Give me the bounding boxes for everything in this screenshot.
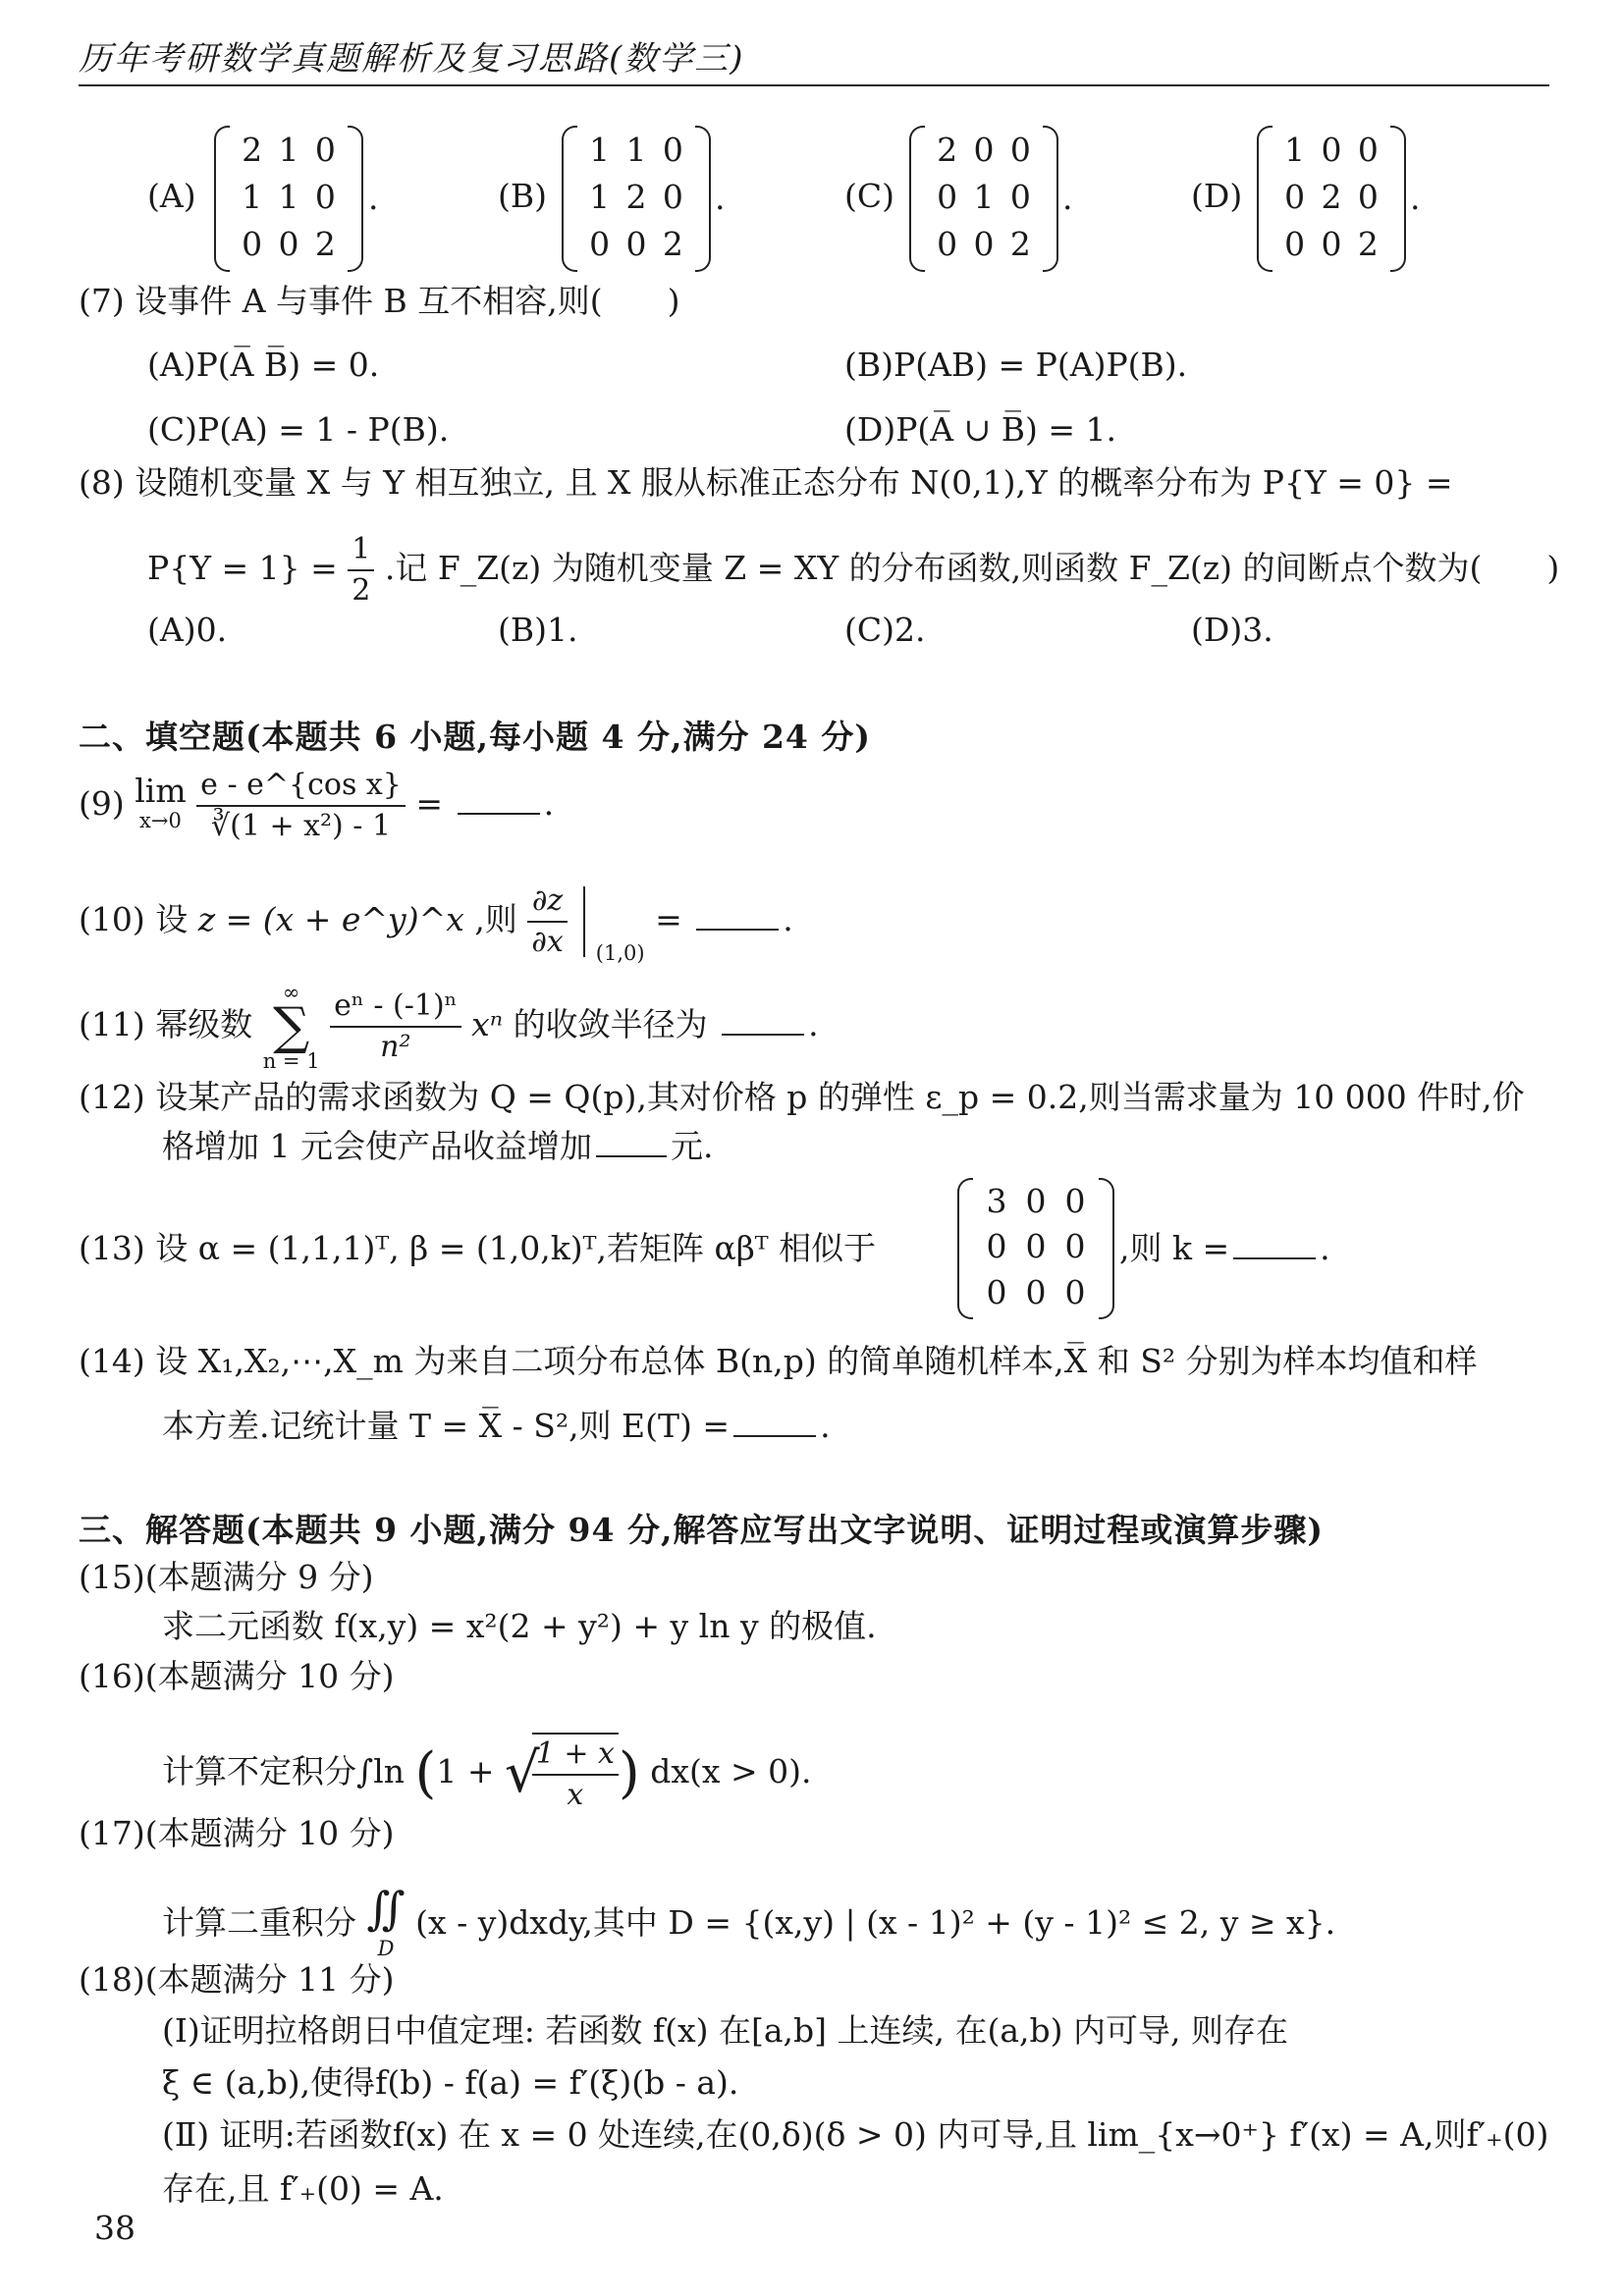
matrix-entry: 0 (1284, 225, 1306, 264)
matrix-entry: 3 (986, 1181, 1007, 1220)
q10-mid: ,则 (474, 900, 517, 938)
q17-body: 计算二重积分 ∬ D (x - y)dxdy,其中 D = {(x,y) | (x - 1)² + (y - 1)² ≤ 2, y ≥ x}. (162, 1885, 1335, 1965)
matrix-d-period: . (1410, 179, 1421, 217)
matrix-entry: 0 (1025, 1181, 1047, 1220)
option-a-label: (A) (147, 177, 196, 215)
option-d-label: (D) (1191, 177, 1243, 215)
q10-point: (1,0) (595, 941, 645, 965)
q8-fraction (348, 530, 374, 611)
matrix-entry: 0 (278, 225, 299, 264)
matrix-entry: 0 (1321, 130, 1342, 169)
matrix-entry: 1 (589, 177, 611, 216)
q16-label: (16)(本题满分 10 分) (79, 1657, 395, 1695)
q12-line-2: 格增加 1 元会使产品收益增加 元. (162, 1127, 714, 1165)
q15-body: 求二元函数 f(x,y) = x²(2 + y²) + y ln y 的极值. (162, 1607, 877, 1645)
matrix-entry: 0 (1025, 1227, 1047, 1266)
q8-line-2-post: .记 F_Z(z) 为随机变量 Z = XY 的分布函数,则函数 F_Z(z) 的间断点个数为( ) (384, 549, 1560, 587)
matrix-entry: 0 (242, 225, 263, 264)
q17-double-integral: ∬ D (366, 1882, 406, 1960)
matrix-entry: 2 (1357, 225, 1379, 264)
q9-fraction (196, 766, 406, 846)
q18-part-2-line-2: 存在,且 f′₊(0) = A. (162, 2169, 444, 2208)
q18-part-1-line-2: ξ ∈ (a,b),使得f(b) - f(a) = f′(ξ)(b - a). (162, 2063, 739, 2102)
matrix-b (562, 126, 711, 268)
section-2-heading: 二、填空题(本题共 6 小题,每小题 4 分,满分 24 分) (79, 718, 871, 756)
matrix-b-period: . (715, 179, 726, 217)
q8-line-2 (147, 530, 1559, 611)
q8-line-2-pre: P{Y = 1} = (147, 549, 338, 587)
running-header-title: 历年考研数学真题解析及复习思路(数学三) (79, 39, 745, 79)
q8-fraction-numerator: 1 (348, 530, 374, 571)
q8-option-a: (A)0. (147, 611, 228, 649)
matrix-a (214, 126, 363, 268)
matrix-entry: 0 (1025, 1273, 1047, 1312)
header-rule (79, 84, 1549, 86)
q7-option-c: (C)P(A) = 1 - P(B). (147, 410, 450, 449)
matrix-entry: 0 (937, 177, 958, 216)
q8-option-b: (B)1. (498, 611, 578, 649)
q15-label: (15)(本题满分 9 分) (79, 1558, 374, 1596)
q8-option-c: (C)2. (844, 611, 926, 649)
matrix-entry: 0 (589, 225, 611, 264)
matrix-entry: 0 (1064, 1181, 1086, 1220)
matrix-entry: 1 (278, 130, 299, 169)
q9-numerator: e - e^{cos x} (196, 766, 406, 807)
matrix-entry: 2 (242, 130, 263, 169)
matrix-c-period: . (1062, 179, 1073, 217)
option-b-label: (B) (498, 177, 547, 215)
q8-line-1: (8) 设随机变量 X 与 Y 相互独立, 且 X 服从标准正态分布 N(0,1),Y 的概率分布为 P{Y = 0} = (79, 463, 1453, 502)
matrix-entry: 2 (937, 130, 958, 169)
q10-evaluation-bar (583, 886, 585, 957)
matrix-entry: 0 (314, 130, 336, 169)
matrix-entry: 2 (662, 225, 683, 264)
q10-label: (10) 设 (79, 900, 189, 938)
matrix-entry: 1 (625, 130, 647, 169)
q12-answer-blank (596, 1130, 667, 1157)
matrix-entry: 2 (314, 225, 336, 264)
matrix-entry: 0 (662, 177, 683, 216)
matrix-entry: 1 (278, 177, 299, 216)
q12-line-1: (12) 设某产品的需求函数为 Q = Q(p),其对价格 p 的弹性 ε_p = 0.2,则当需求量为 10 000 件时,价 (79, 1078, 1525, 1116)
q11: (11) 幂级数 ∞ ∑ n = 1 $\frac{\text{eⁿ - (-1)ⁿ}}{\text{n²}}$ xⁿ 的收敛半径为 . (79, 981, 819, 1073)
q17-label: (17)(本题满分 10 分) (79, 1814, 395, 1852)
matrix-entry: 0 (937, 225, 958, 264)
q9-equals: = (415, 784, 444, 823)
matrix-entry: 0 (1357, 177, 1379, 216)
q18-label: (18)(本题满分 11 分) (79, 1960, 395, 1999)
q9-answer-blank (458, 787, 540, 815)
matrix-entry: 2 (625, 177, 647, 216)
q11-summation: ∞ ∑ n = 1 (262, 981, 320, 1073)
q14-line-1: (14) 设 X₁,X₂,⋯,X_m 为来自二项分布总体 B(n,p) 的简单随机样本,X̅ 和 S² 分别为样本均值和样 (79, 1342, 1478, 1380)
q8-fraction-denominator: 2 (352, 573, 371, 608)
matrix-d (1257, 126, 1406, 268)
q14-line-2: 本方差.记统计量 T = X̅ - S²,则 E(T) = . (162, 1407, 831, 1445)
matrix-entry: 0 (986, 1273, 1007, 1312)
q7-option-d: (D)P(A̅ ∪ B̅) = 1. (844, 410, 1116, 449)
matrix-entry: 2 (1321, 177, 1342, 216)
q8-option-d: (D)3. (1191, 611, 1273, 649)
q10-expression: z = (x + e^y)^x (197, 900, 464, 938)
page-number: 38 (94, 2209, 135, 2247)
matrix-entry: 2 (1009, 225, 1031, 264)
q11-fraction: $\frac{\text{eⁿ - (-1)ⁿ}}{\text{n²}}$ (330, 987, 461, 1067)
matrix-entry: 0 (986, 1227, 1007, 1266)
q7-option-b: (B)P(AB) = P(A)P(B). (844, 346, 1188, 384)
matrix-a-period: . (368, 179, 379, 217)
matrix-entry: 1 (589, 130, 611, 169)
matrix-entry: 0 (1284, 177, 1306, 216)
q11-tail: 的收敛半径为 (513, 1005, 708, 1043)
matrix-entry: 0 (973, 130, 995, 169)
q18-part-1-line-1: (Ⅰ)证明拉格朗日中值定理: 若函数 f(x) 在[a,b] 上连续, 在(a,b) 内可导, 则存在 (162, 2011, 1288, 2050)
q18-part-2-line-1: (Ⅱ) 证明:若函数f(x) 在 x = 0 处连续,在(0,δ)(δ > 0) 内可导,且 lim_{x→0⁺} f′(x) = A,则f′₊(0) (162, 2115, 1549, 2154)
q11-xn: xⁿ (471, 1005, 504, 1043)
option-c-label: (C) (844, 177, 894, 215)
q16-body: 计算不定积分∫ln (1 + √ $\frac{1 + x}{x}$ ) dx(x > 0). (162, 1733, 812, 1815)
matrix-entry: 0 (625, 225, 647, 264)
matrix-entry: 1 (973, 177, 995, 216)
q11-answer-blank (722, 1008, 804, 1036)
q9-limit: lim x→0 (135, 772, 187, 832)
q13-matrix (957, 1178, 1114, 1315)
q9-denominator: ∛(1 + x²) - 1 (211, 809, 392, 843)
q10-fraction: $\frac{\partial z}{\partial x}$ (527, 881, 567, 962)
q10-equals: = (655, 900, 682, 938)
matrix-entry: 0 (1009, 130, 1031, 169)
q7-option-a: (A)P(A̅ B̅) = 0. (147, 346, 380, 384)
matrix-c (909, 126, 1058, 268)
q10: (10) 设 z = (x + e^y)^x ,则 $\frac{\partial z}{\partial x}$ $_{(1,0)}$ = . (79, 883, 793, 965)
q13-answer-blank (1233, 1232, 1316, 1259)
matrix-entry: 0 (1064, 1227, 1086, 1266)
matrix-entry: 0 (662, 130, 683, 169)
section-3-heading: 三、解答题(本题共 9 小题,满分 94 分,解答应写出文字说明、证明过程或演算步骤) (79, 1511, 1325, 1549)
matrix-entry: 0 (314, 177, 336, 216)
matrix-entry: 0 (973, 225, 995, 264)
matrix-entry: 0 (1064, 1273, 1086, 1312)
q9: (9) lim x→0 $\frac{\text{e - e\textasciicircum{}\{cos x\}}}{\text{∛(1 + x²) - 1}}$ = . (79, 766, 554, 846)
matrix-entry: 1 (242, 177, 263, 216)
matrix-entry: 0 (1357, 130, 1379, 169)
q7-stem: (7) 设事件 A 与事件 B 互不相容,则( ) (79, 282, 680, 320)
q14-answer-blank (733, 1410, 816, 1437)
q11-label: (11) 幂级数 (79, 1005, 253, 1043)
matrix-entry: 0 (1321, 225, 1342, 264)
q13-post: ,则 k = . (1119, 1229, 1330, 1267)
q13-pre: (13) 设 α = (1,1,1)ᵀ, β = (1,0,k)ᵀ,若矩阵 αβᵀ 相似于 (79, 1229, 877, 1267)
q10-answer-blank (696, 903, 779, 931)
q16-radicand: $\frac{1 + x}{x}$ (532, 1733, 619, 1815)
matrix-entry: 0 (1009, 177, 1031, 216)
q9-label: (9) (79, 784, 125, 823)
matrix-entry: 1 (1284, 130, 1306, 169)
